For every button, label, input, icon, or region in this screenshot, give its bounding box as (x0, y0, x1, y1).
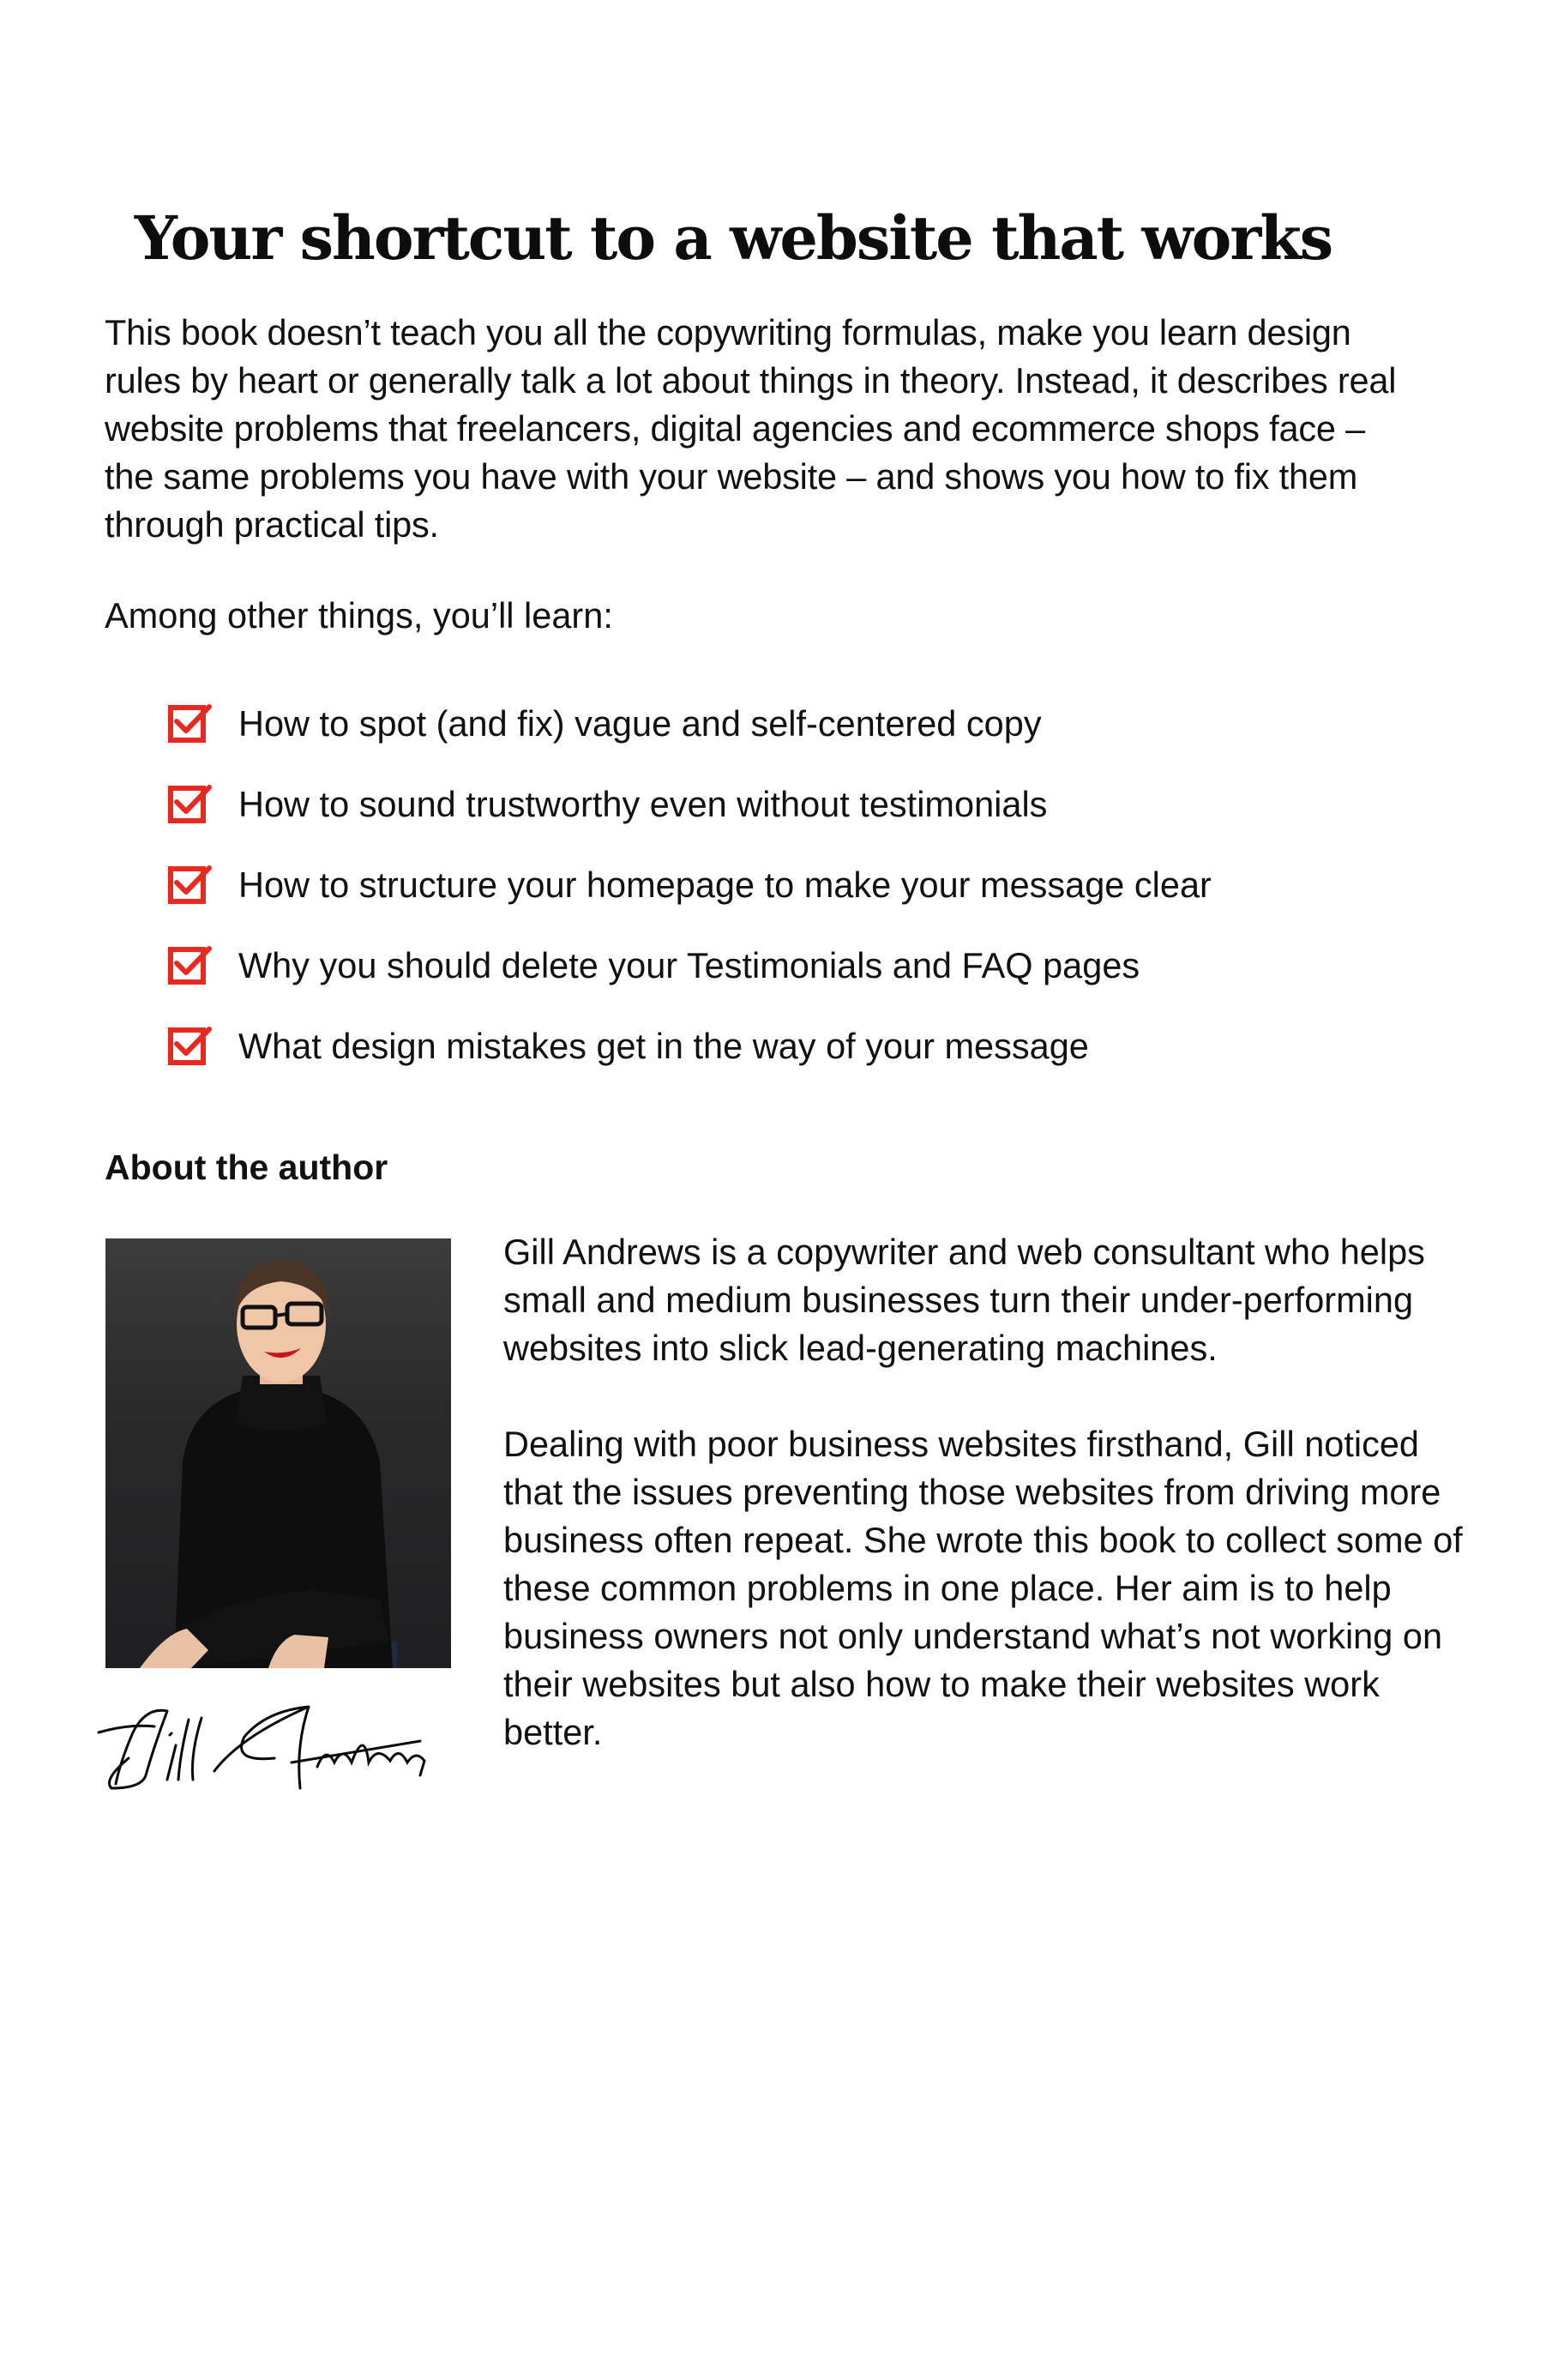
about-author-heading: About the author (105, 1148, 388, 1187)
author-signature (94, 1694, 463, 1797)
checklist-item (168, 764, 1212, 845)
author-bio-paragraph: Dealing with poor business websites firsthand, Gill noticed that the issues preventing those websites from driving more business often repeat. She wrote this book to collect some of these common problems in one place. Her aim is to help business owners not only understand what’s not working on their websites but also how to make their websites work better. (503, 1424, 1463, 1752)
checklist-item (168, 1006, 1212, 1087)
checkbox-checked-icon (168, 783, 213, 826)
benefits-checklist (168, 684, 1212, 1087)
author-photo (105, 1238, 451, 1668)
checkbox-checked-icon (168, 702, 213, 745)
author-bio (503, 1228, 1464, 1756)
checkbox-checked-icon (168, 864, 213, 907)
checklist-item (168, 684, 1212, 764)
checklist-item-label: What design mistakes get in the way of your message (238, 1026, 1089, 1066)
author-bio-paragraph: Gill Andrews is a copywriter and web consultant who helps small and medium businesses turn their under-performing websites into slick lead-generating machines. (503, 1232, 1425, 1368)
checklist-item-label: How to spot (and fix) vague and self-centered copy (238, 703, 1042, 744)
checklist-lead: Among other things, you’ll learn: (105, 595, 613, 636)
checklist-item-label: How to structure your homepage to make your message clear (238, 865, 1212, 905)
checklist-item (168, 845, 1212, 925)
intro-paragraph: This book doesn’t teach you all the copywriting formulas, make you learn design rules by heart or generally talk a lot about things in theory. Instead, it describes real website problems that freelancers, digital agencies and ecommerce shops face – the same problems you have with your website – and shows you how to fix them through practical tips. (105, 312, 1397, 545)
checklist-item (168, 925, 1212, 1006)
author-portrait-illustration (105, 1238, 451, 1668)
checkbox-checked-icon (168, 1025, 213, 1068)
checklist-item-label: Why you should delete your Testimonials and FAQ pages (238, 945, 1140, 985)
checkbox-checked-icon (168, 944, 213, 987)
page-title: Your shortcut to a website that works (134, 202, 1332, 274)
checklist-item-label: How to sound trustworthy even without testimonials (238, 784, 1048, 824)
